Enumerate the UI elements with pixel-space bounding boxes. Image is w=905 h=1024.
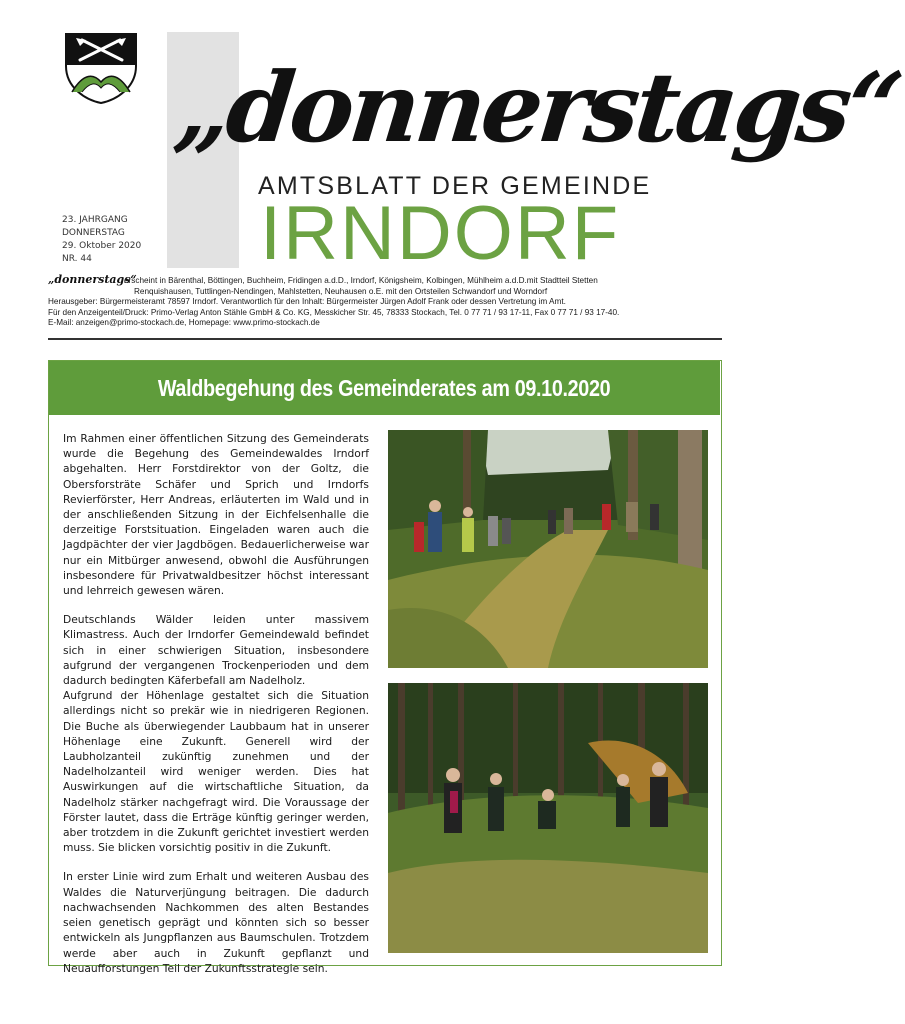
article-text [63,431,369,990]
article-paragraph: Aufgrund der Höhenlage gestaltet sich die Situation allerdings nicht so prekär wie in niedrigeren Regionen. Die Buche als überwiegender Laubbaum hat in unserer Höhenlage eine Zukunft. Generell wird der Laubholzanteil zukünftig zunehmen und der Nadelholzanteil wird weniger werden. Dies hat Auswirkungen auf die wirtschaftliche Situation, da Nadelholz stärker nachgefragt wird. Die Voraussage der Förster lautet, dass die Erträge künftig geringer werden, aber trotzdem in die Zukunft gerichtet investiert werden muss. Sie blicken vorsichtig positiv in die Zukunft. [63,689,369,855]
issue-weekday: DONNERSTAG [62,228,125,238]
masthead-subtitle: AMTSBLATT DER GEMEINDE [258,172,652,200]
header-divider [48,338,722,340]
publisher-line-1 [48,275,728,287]
article-headline-bar [49,361,720,415]
article-box [48,360,722,975]
publisher-line-3: Herausgeber: Bürgermeisteramt 78597 Irndorf. Verantwortlich für den Inhalt: Bürgermeister Jürgen Adolf Frank oder dessen Vertretung im Amt. [48,297,566,306]
masthead-town: IRNDORF [260,191,621,276]
publisher-distribution: erscheint in Bärenthal, Böttingen, Buchheim, Fridingen a.d.D., Irndorf, Königsheim, Kolbingen, Mühlheim a.d.D.mit Stadtteil Stetten [124,276,598,285]
masthead-brand: „donnerstags“ [170,51,905,164]
issue-volume: 23. JAHRGANG [62,215,128,225]
issue-date: 29. Oktober 2020 [62,241,142,251]
article-paragraph: In erster Linie wird zum Erhalt und weiteren Ausbau des Waldes die Naturverjüngung beitragen. Die dadurch nachwachsenden Nachkommen des alten Bestandes seien genetisch geprägt und könnten sich so besser entwickeln als Jungpflanzen aus Baumschulen. Trotzdem werde aber auch in Zukunft gepflanzt und Neuaufforstungen Teil der Zukunftsstrategie sein. [63,870,369,975]
publisher-line-2: Renquishausen, Tuttlingen-Nendingen, Mahlstetten, Neuhausen o.E. mit den Ortsteilen Schwandorf und Worndorf [134,286,548,296]
publisher-line-5: E-Mail: anzeigen@primo-stockach.de, Homepage: www.primo-stockach.de [48,318,320,327]
publisher-info [48,275,728,329]
article-paragraph: Im Rahmen einer öffentlichen Sitzung des Gemeinderats wurde die Begehung des Gemeindewaldes Irndorf abgehalten. Herr Forstdirektor von der Goltz, die Obersforsträte Schäfer und Sprich und Irndorfs Revierförster, Herr Andreas, erläuterten im Wald und in der anschließenden Sitzung in der Eichfelsenhalle die derzeitige Forstsituation. Eingeladen waren auch die Jagdpächter der vier Jagdbögen. Bedauerlicherweise war nur ein Mitbürger anwesend, obwohl die Ausführungen insbesondere für Privatwaldbesitzer höchst interessant und lehrreich gewesen wären. [63,432,369,598]
article-headline: Waldbegehung des Gemeinderates am 09.10.2020 [158,374,611,401]
article-paragraph: Deutschlands Wälder leiden unter massivem Klimastress. Auch der Irndorfer Gemeindewald befindet sich in einer schwierigen Situation, insbesondere aufgrund der vergangenen Trockenperioden und dem dadurch bedingten Käferbefall am Nadelholz. [63,613,369,688]
issue-info [62,214,172,266]
forest-walk-photo-2 [388,683,708,953]
forest-walk-photo-1 [388,430,708,668]
publisher-line-4: Für den Anzeigenteil/Druck: Primo-Verlag Anton Stähle GmbH & Co. KG, Messkicher Str. 45, 78333 Stockach, Tel. 0 77 71 / 93 17-11, Fax 0 77 71 / 93 17-40. [48,307,620,317]
coat-of-arms-icon [64,32,138,104]
mini-brand: „donnerstags“ [48,273,137,286]
issue-number: NR. 44 [62,254,92,264]
